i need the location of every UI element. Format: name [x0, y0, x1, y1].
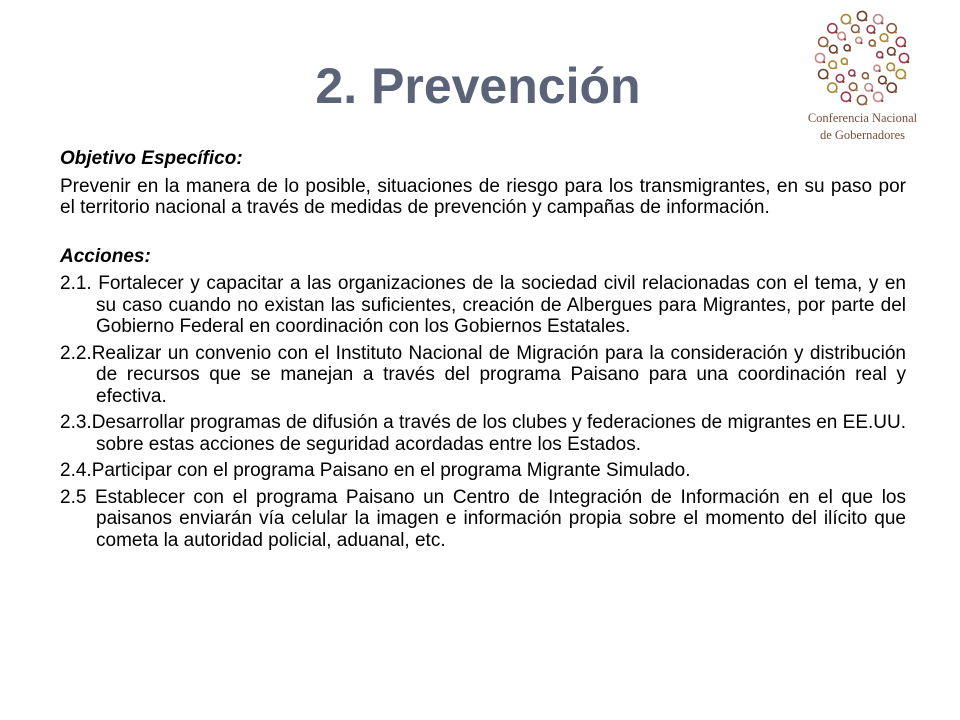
- logo-swirl: [828, 83, 837, 92]
- logo-swirl-dot: [874, 45, 876, 47]
- logo-swirl-dot: [867, 77, 869, 79]
- logo-swirl-dot: [849, 49, 851, 51]
- logo: [790, 8, 935, 148]
- logo-swirl-dot: [826, 77, 828, 79]
- logo-swirl: [896, 70, 905, 79]
- logo-swirl-dot: [865, 103, 867, 105]
- logo-swirl: [874, 15, 883, 24]
- logo-swirl-dot: [871, 90, 873, 92]
- logo-swirl: [887, 83, 896, 92]
- logo-swirl: [899, 53, 908, 62]
- logo-swirl-dot: [855, 89, 857, 91]
- logo-swirl: [819, 37, 828, 46]
- logo-swirl-dot: [895, 31, 897, 33]
- action-item: 2.1. Fortalecer y capacitar a las organizaciones de la sociedad civil relacionadas con el tema, y en su caso cuando no existan las suficientes, creación de Albergues para Migrantes, por parte del Gobierno Federal en coordinación con los Gobiernos Estatales.: [60, 273, 906, 337]
- logo-swirl-dot: [881, 100, 883, 102]
- logo-swirl-dot: [894, 54, 896, 56]
- logo-swirl-dot: [881, 56, 883, 58]
- logo-swirl: [896, 37, 905, 46]
- logo-swirl-dot: [835, 67, 837, 69]
- slide-title: 2. Prevención: [315, 58, 641, 114]
- logo-swirl: [857, 95, 866, 104]
- logo-swirl-dot: [907, 61, 909, 63]
- logo-swirl: [841, 15, 850, 24]
- logo-swirl-dot: [835, 31, 837, 33]
- logo-swirl-dot: [853, 74, 855, 76]
- logo-text-line2: de Gobernadores: [819, 128, 906, 142]
- action-item: 2.4.Participar con el programa Paisano en el programa Migrante Simulado.: [60, 460, 691, 481]
- logo-text-line1: Conferencia Nacional: [807, 111, 918, 125]
- logo-swirl-dot: [849, 22, 851, 24]
- logo-swirl-dot: [860, 42, 862, 44]
- logo-swirl-dot: [835, 91, 837, 93]
- objective-text: Prevenir en la manera de lo posible, situaciones de riesgo para los transmigrantes, en su paso por el territorio nacional a través de medidas de prevención y campañas de información.: [60, 175, 906, 218]
- logo-swirl-dot: [904, 45, 906, 47]
- logo-swirl: [857, 11, 866, 20]
- logo-swirl-dot: [823, 61, 825, 63]
- logo-swirl: [874, 92, 883, 101]
- logo-swirl: [815, 53, 824, 62]
- objective-heading: Objetivo Específico:: [60, 148, 243, 169]
- logo-swirl-dot: [904, 77, 906, 79]
- logo-swirl-dot: [836, 51, 838, 53]
- logo-swirl: [828, 24, 837, 33]
- logo-swirl-dot: [873, 32, 875, 34]
- logo-swirl-dot: [886, 40, 888, 42]
- logo-emblem-icon: [812, 8, 912, 108]
- logo-swirl-dot: [844, 38, 846, 40]
- logo-swirl-dot: [895, 91, 897, 93]
- action-item: 2.2.Realizar un convenio con el Instituto Nacional de Migración para la consideración y distribución de recursos que se manejan a través del programa Paisano para una coordinación real y efectiva.: [60, 342, 906, 407]
- logo-swirl-dot: [826, 45, 828, 47]
- logo-swirl: [841, 92, 850, 101]
- logo-swirl-dot: [849, 100, 851, 102]
- logo-swirl-dot: [858, 31, 860, 33]
- logo-swirl: [887, 24, 896, 33]
- slide-content: [60, 148, 906, 556]
- logo-swirl-dot: [885, 82, 887, 84]
- action-item: 2.3.Desarrollar programas de difusión a través de los clubes y federaciones de migrantes en EE.UU. sobre estas acciones de seguridad acordadas entre los Estados.: [60, 412, 906, 455]
- logo-swirl-dot: [893, 69, 895, 71]
- section-spacer: [60, 219, 906, 246]
- action-item: 2.5 Establecer con el programa Paisano un Centro de Integración de Información en el que los paisanos enviarán vía celular la imagen e información propia sobre el momento del ilícito que cometa la autoridad policial, aduanal, etc.: [60, 486, 906, 551]
- logo-swirl-dot: [842, 81, 844, 83]
- logo-swirl-dot: [878, 70, 880, 72]
- logo-swirl-dot: [846, 63, 848, 65]
- logo-swirl: [819, 70, 828, 79]
- logo-text: [790, 110, 935, 144]
- actions-heading: Acciones:: [60, 245, 151, 267]
- logo-swirl-dot: [881, 22, 883, 24]
- logo-swirl-dot: [865, 19, 867, 21]
